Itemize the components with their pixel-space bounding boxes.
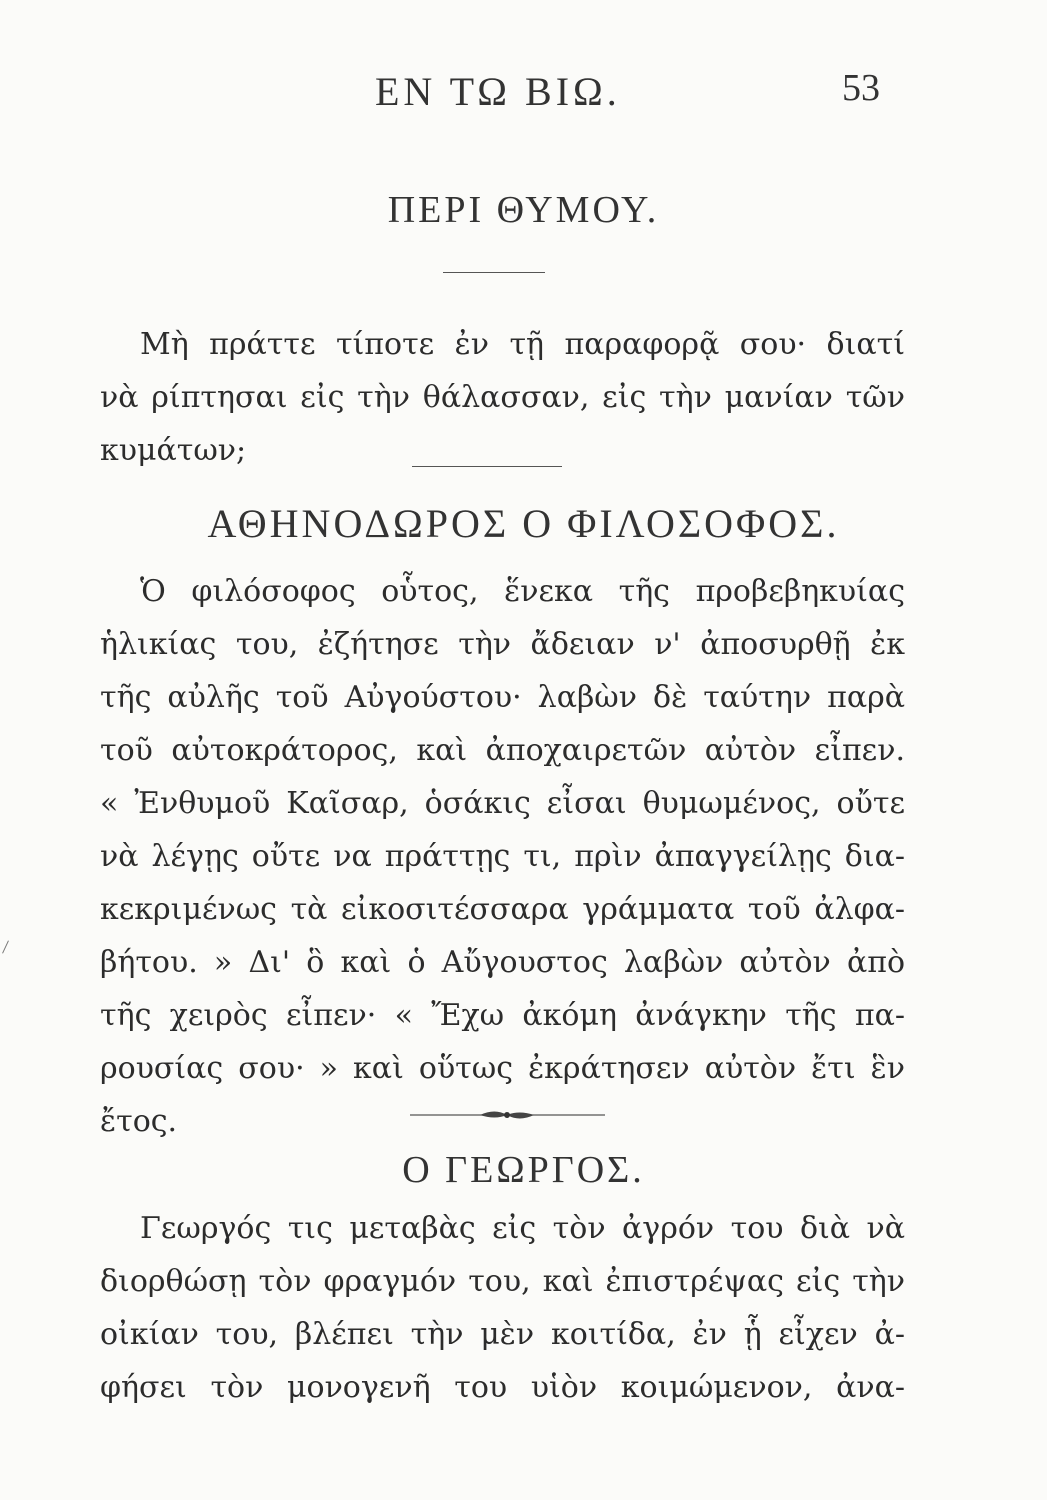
text-line: ἔτος. (100, 1104, 178, 1139)
section-title-athenodoros: ΑΘΗΝΟΔΩΡΟΣ Ο ΦΙΛΟΣΟΦΟΣ. (207, 501, 840, 546)
text-line: ἡλικίας του, ἐζήτησε τὴν ἄδειαν ν' ἀποσυρθῇ ἐκ (100, 627, 905, 662)
text-line: τῆς αὐλῆς τοῦ Αὐγούστου· λαβὼν δὲ ταύτην παρὰ (100, 680, 905, 715)
text-line: Μὴ πράττε τίποτε ἐν τῇ παραφορᾷ σου· διατί (140, 327, 905, 362)
text-line: οἰκίαν του, βλέπει τὴν μὲν κοιτίδα, ἐν ᾗ εἶχεν ἀ- (100, 1317, 905, 1352)
text-line: τοῦ αὐτοκράτορος, καὶ ἀποχαιρετῶν αὐτὸν εἶπεν. (100, 733, 905, 768)
text-line: κεκριμένως τὰ εἰκοσιτέσσαρα γράμματα τοῦ ἀλφα- (100, 892, 905, 927)
text-line: κυμάτων; (100, 433, 247, 468)
running-head: ΕΝ ΤΩ ΒΙΩ. (375, 69, 621, 114)
section-divider (412, 466, 562, 467)
text-line: νὰ ρίπτησαι εἰς τὴν θάλασσαν, εἰς τὴν μανίαν τῶν (100, 380, 905, 415)
section-title-georgos: Ο ΓΕΩΡΓΟΣ. (402, 1149, 645, 1191)
section-divider (443, 272, 545, 273)
text-line: ρουσίας σου· » καὶ οὕτως ἐκράτησεν αὐτὸν ἔτι ἓν (100, 1051, 905, 1086)
margin-mark (2, 940, 9, 953)
text-line: Ὁ φιλόσοφος οὗτος, ἕνεκα τῆς προβεβηκυίας (140, 574, 905, 609)
text-line: διορθώσῃ τὸν φραγμόν του, καὶ ἐπιστρέψας εἰς τὴν (100, 1264, 905, 1299)
section-title-peri-thymou: ΠΕΡΙ ΘΥΜΟΥ. (387, 189, 660, 231)
paragraph-georgos (100, 1202, 905, 1414)
page-number: 53 (842, 67, 880, 109)
paragraph-athenodoros (100, 565, 905, 1148)
text-line: βήτου. » Δι' ὃ καὶ ὁ Αὔγουστος λαβὼν αὐτὸν ἀπὸ (100, 945, 905, 980)
text-line: « Ἐνθυμοῦ Καῖσαρ, ὁσάκις εἶσαι θυμωμένος, οὔτε (100, 786, 905, 821)
paragraph-peri-thymou (100, 318, 905, 477)
text-line: φήσει τὸν μονογενῆ του υἱὸν κοιμώμενον, ἀνα- (100, 1370, 905, 1405)
text-line: τῆς χειρὸς εἶπεν· « Ἔχω ἀκόμη ἀνάγκην τῆς πα- (100, 998, 905, 1033)
ornament-divider (410, 1105, 605, 1125)
text-line: νὰ λέγῃς οὔτε να πράττῃς τι, πρὶν ἀπαγγείλῃς δια- (100, 839, 905, 874)
text-line: Γεωργός τις μεταβὰς εἰς τὸν ἀγρόν του διὰ νὰ (140, 1211, 905, 1246)
